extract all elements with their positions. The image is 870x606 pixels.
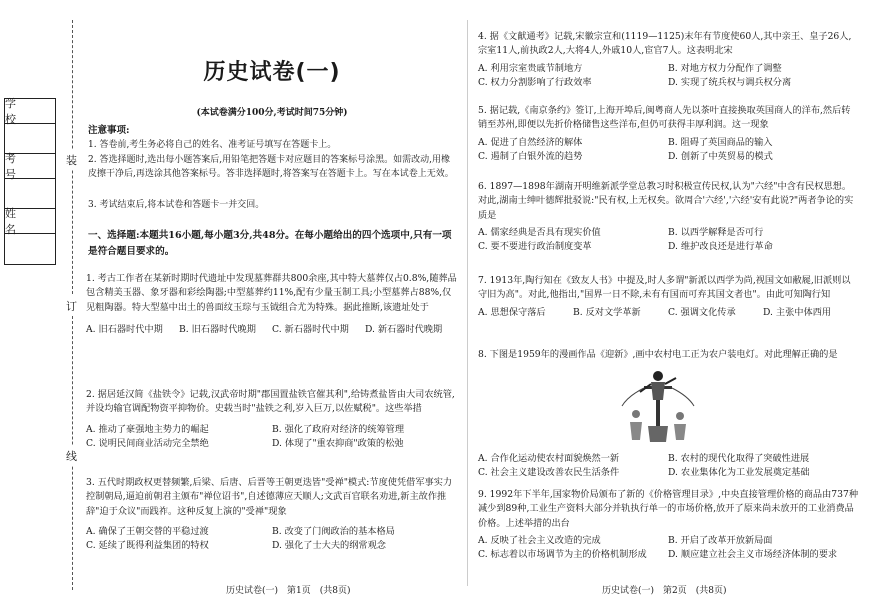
option-b[interactable]: B. 旧石器时代晚期 [179,323,256,335]
option-b[interactable]: B. 强化了政府对经济的统筹管理 [272,423,405,435]
option-d[interactable]: D. 创新了中英贸易的模式 [668,150,773,162]
question-6 [478,180,858,254]
question-5 [478,104,858,164]
option-b[interactable]: B. 反对文学革新 [573,306,641,318]
option-b[interactable]: B. 对地方权力分配作了调整 [668,62,782,74]
question-stem: 9. 1992年下半年,国家物价局颁布了新的《价格管理目录》,中央直接管理价格的商品由737种减少到89种,工业生产资料大部分并轨执行单一的市场价格,放开了原来尚未放开的工业消费品价格。上述举措的出台 [478,489,859,529]
binding-char-xian: 线 [66,446,77,466]
page-footer-right: 历史试卷(一) 第2页 (共8页) [602,586,727,596]
binding-char-zhuang: 装 [66,150,77,170]
option-b[interactable]: B. 改变了门阀政治的基本格局 [272,525,395,537]
option-a[interactable]: A. 儒家经典是否具有现实价值 [478,226,601,238]
option-c[interactable]: C. 强调文化传承 [668,306,736,318]
question-3 [86,476,458,553]
note-item: 2. 答选择题时,选出每小题答案后,用铅笔把答题卡对应题目的答案标号涂黑。如需改动,用橡皮擦干净后,再选涂其他答案标号。答非选择题时,将答案写在答题卡上。写在本试卷上无效。 [88,155,454,180]
option-a[interactable]: A. 思想保守落后 [478,306,546,318]
name-label: 姓 名 [5,209,55,234]
question-stem: 5. 据记载,《南京条约》签订,上海开埠后,闽粤商人先以茶叶直接换取英国商人的洋布,然后转销至苏州,即便以先折价格储售这些洋布,但仍可获得丰厚利润。这一现象 [478,105,851,131]
question-stem: 7. 1913年,陶行知在《致友人书》中提及,时人多谓"新派以西学为尚,视国文如敝屣,旧派则以守旧为高"。对此,他指出,"国界一日不除,未有有国而可弃其国文者也"。由此可知陶行知 [478,275,851,301]
question-stem: 1. 考古工作者在某新时期时代遗址中发现墓葬群共800余座,其中特大墓葬仅占0.8%,随葬品包含精美玉器、象牙器和彩绘陶器;中型墓葬约11%,配有少量玉制工具;小型墓葬占88%,仅见粗陶器。特大型墓中出土的兽面纹玉琮与玉钺组合尤为特殊。据此推断,该遗址处于 [86,273,457,313]
column-divider [467,20,468,586]
note-item: 1. 答卷前,考生务必将自己的姓名、准考证号填写在答题卡上。 [88,140,337,150]
question-1 [86,272,458,337]
option-b[interactable]: B. 阻碍了英国商品的输入 [668,136,773,148]
question-2 [86,388,458,451]
notes-heading: 注意事项: [88,125,130,136]
question-stem: 8. 下图是1959年的漫画作品《迎新》,画中农村电工正为农户装电灯。对此理解正确的是 [478,349,838,360]
note-item: 3. 考试结束后,将本试卷和答题卡一并交回。 [88,200,265,210]
option-a[interactable]: A. 促进了自然经济的解体 [478,136,583,148]
option-d[interactable]: D. 主张中体西用 [763,306,832,318]
option-b[interactable]: B. 以西学解释是否可行 [668,226,764,238]
page-footer-left: 历史试卷(一) 第1页 (共8页) [226,586,351,596]
option-b[interactable]: B. 开启了改革开放新局面 [668,534,773,546]
binding-strip [0,0,80,606]
question-stem: 4. 据《文献通考》记载,宋徽宗宣和(1119—1125)末年有节度使60人,其中亲王、皇子26人,宗室11人,前执政2人,大将4人,外戚10人,宦官7人。这表明北宋 [478,31,852,57]
page-2 [478,0,858,606]
option-c[interactable]: C. 社会主义建设改善农民生活条件 [478,467,620,479]
question-stem: 3. 五代时期政权更替频繁,后梁、后唐、后晋等王朝更迭皆"受禅"模式:节度使凭借军事实力控制朝局,逼迫前朝君主颁布"禅位诏书",自述德薄应天顺人;文武百官联名劝进,新主故作推辞"迫于众议"而践祚。这种反复上演的"受禅"现象 [86,477,453,517]
option-c[interactable]: C. 标志着以市场调节为主的价格机制形成 [478,549,647,560]
option-d[interactable]: D. 新石器时代晚期 [365,323,443,335]
option-a[interactable]: A. 利用宗室贵戚节制地方 [478,62,583,74]
option-d[interactable]: D. 农业集体化为工业发展奠定基础 [668,467,810,479]
option-c[interactable]: C. 延续了既得利益集团的特权 [86,540,209,551]
exam-title: 历史试卷(一) [203,60,341,85]
exam-subtitle: (本试卷满分100分,考试时间75分钟) [196,108,348,118]
question-9 [478,488,858,562]
option-d[interactable]: D. 顺应建立社会主义市场经济体制的要求 [668,549,838,560]
question-stem: 6. 1897—1898年湖南开明维新派学堂总教习时积极宣传民权,认为"六经"中含有民权思想。对此,湖南士绅叶德辉批驳说:"民有权,上无权矣。欲周合'六经','六经'安有此说?"两者争论的实质是 [478,181,854,221]
binding-char-ding: 订 [66,296,77,316]
option-c[interactable]: C. 遏制了白银外流的趋势 [478,150,583,162]
option-d[interactable]: D. 体现了"重农抑商"政策的松弛 [272,437,404,449]
option-a[interactable]: A. 推动了豪强地主势力的崛起 [86,423,209,435]
question-4 [478,30,858,90]
option-c[interactable]: C. 新石器时代中期 [272,323,349,335]
option-a[interactable]: A. 反映了社会主义改造的完成 [478,534,601,546]
option-a[interactable]: A. 旧石器时代中期 [86,323,163,335]
cartoon-illustration [618,366,698,444]
option-c[interactable]: C. 说明民间商业活动完全禁绝 [86,437,209,449]
option-d[interactable]: D. 强化了士大夫的纲常观念 [272,540,386,551]
question-7 [478,274,858,320]
question-stem: 2. 据居延汉简《盐铁令》记载,汉武帝时期"郡国置盐铁官催其利",给铸煮盐皆由大司农统管,并设均输官调配物资平抑物价。史载当时"盐铁之利,岁入巨万,以佐赋税"。这些举措 [86,389,455,415]
option-b[interactable]: B. 农村的现代化取得了突破性进展 [668,453,810,464]
exam-number-label: 考 号 [5,154,55,179]
page-1 [86,0,458,606]
option-a[interactable]: A. 确保了王朝交替的平稳过渡 [86,525,209,537]
name-field[interactable] [5,234,55,264]
question-8-options [478,450,858,481]
option-c[interactable]: C. 要不要进行政治制度变革 [478,241,592,252]
question-8 [478,348,858,362]
option-d[interactable]: D. 实现了统兵权与调兵权分离 [668,76,792,88]
school-label: 学 校 [5,99,55,124]
option-c[interactable]: C. 权力分割影响了行政效率 [478,76,592,88]
section-heading: 一、选择题:本题共16小题,每小题3分,共48分。在每小题给出的四个选项中,只有一项是符合题目要求的。 [88,230,452,258]
option-a[interactable]: A. 合作化运动使农村面貌焕然一新 [478,453,620,464]
student-info-table [4,98,56,265]
option-d[interactable]: D. 维护改良还是进行革命 [668,241,773,252]
